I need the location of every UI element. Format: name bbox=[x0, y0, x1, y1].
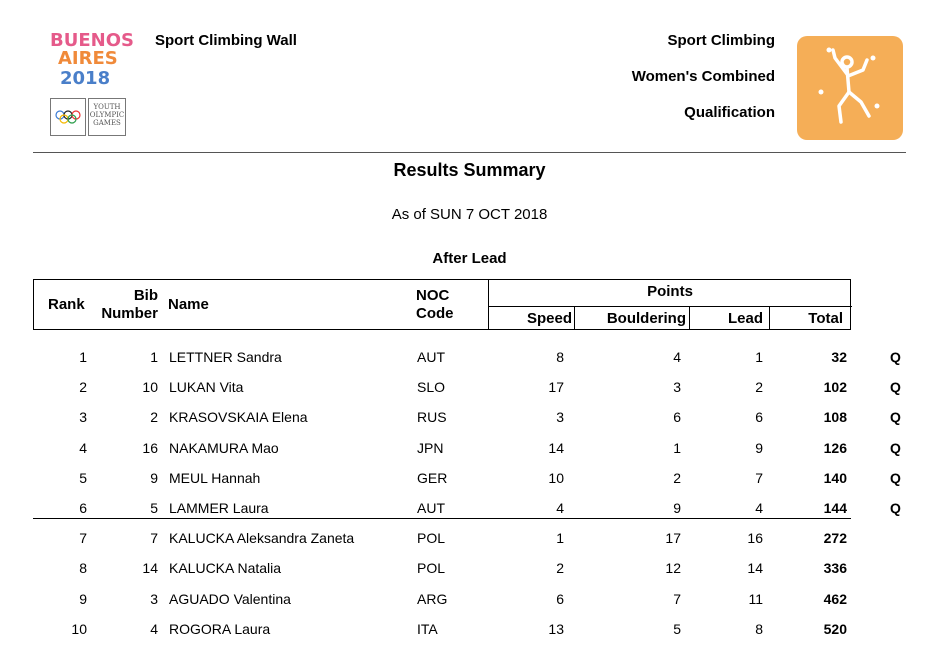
as-of-date: As of SUN 7 OCT 2018 bbox=[391, 206, 548, 223]
speed-cell: 10 bbox=[548, 469, 564, 486]
athlete-name-cell: KALUCKA Aleksandra Zaneta bbox=[169, 530, 355, 547]
rank-cell: 8 bbox=[79, 560, 87, 577]
total-cell: 272 bbox=[823, 530, 847, 547]
col-bib-line2: Number bbox=[101, 305, 158, 322]
bouldering-cell: 9 bbox=[673, 500, 681, 516]
bib-cell: 1 bbox=[150, 349, 158, 365]
qualified-marker: Q bbox=[890, 469, 901, 486]
table-row bbox=[33, 620, 913, 650]
bib-cell: 5 bbox=[150, 500, 158, 516]
total-cell: 32 bbox=[831, 349, 847, 365]
points-divider bbox=[488, 306, 852, 307]
speed-cell: 17 bbox=[548, 379, 564, 396]
noc-cell: ITA bbox=[417, 620, 438, 637]
qualified-marker: Q bbox=[890, 439, 901, 456]
total-cell: 102 bbox=[823, 379, 847, 396]
bib-cell: 7 bbox=[150, 530, 158, 547]
sport-label: Sport Climbing bbox=[667, 32, 775, 49]
col-lead: Lead bbox=[727, 310, 763, 327]
noc-cell: AUT bbox=[417, 500, 445, 516]
athlete-name-cell: KRASOVSKAIA Elena bbox=[169, 409, 308, 426]
bouldering-cell: 2 bbox=[673, 469, 681, 486]
col-bouldering: Bouldering bbox=[606, 310, 686, 327]
total-cell: 140 bbox=[823, 469, 847, 486]
bouldering-cell: 17 bbox=[665, 530, 681, 547]
lead-cell: 14 bbox=[747, 560, 763, 577]
rank-cell: 3 bbox=[79, 409, 87, 426]
bib-cell: 4 bbox=[150, 620, 158, 637]
qualified-marker: Q bbox=[890, 409, 901, 426]
athlete-name-cell: LUKAN Vita bbox=[169, 379, 244, 396]
olympic-rings-icon bbox=[50, 98, 86, 136]
speed-cell: 4 bbox=[556, 500, 564, 516]
noc-cell: SLO bbox=[417, 379, 446, 396]
lead-cell: 1 bbox=[755, 349, 763, 365]
table-row bbox=[33, 439, 913, 469]
header-divider bbox=[33, 152, 906, 153]
logo-line-1: BUENOS bbox=[50, 30, 134, 51]
lead-cell: 16 bbox=[747, 530, 763, 547]
bouldering-cell: 1 bbox=[673, 439, 681, 456]
buenos-aires-2018-logo bbox=[48, 30, 132, 142]
speed-cell: 6 bbox=[556, 590, 564, 607]
phase-label: Qualification bbox=[684, 104, 775, 121]
qualified-marker: Q bbox=[890, 349, 901, 365]
lead-cell: 11 bbox=[748, 590, 763, 607]
stage-heading: After Lead bbox=[432, 250, 507, 267]
bouldering-cell: 5 bbox=[673, 620, 681, 637]
rank-cell: 4 bbox=[79, 439, 87, 456]
event-label: Women's Combined bbox=[631, 68, 775, 85]
lead-cell: 2 bbox=[755, 379, 763, 396]
bouldering-cell: 6 bbox=[673, 409, 681, 426]
rank-cell: 6 bbox=[79, 500, 87, 516]
speed-cell: 8 bbox=[556, 349, 564, 365]
lead-cell: 6 bbox=[755, 409, 763, 426]
athlete-name-cell: LETTNER Sandra bbox=[169, 349, 282, 365]
rank-cell: 7 bbox=[79, 530, 87, 547]
bouldering-cell: 7 bbox=[673, 590, 681, 607]
table-row bbox=[33, 469, 913, 499]
rank-cell: 9 bbox=[79, 590, 87, 607]
noc-cell: ARG bbox=[417, 590, 448, 607]
qualified-marker: Q bbox=[890, 500, 901, 516]
rank-cell: 2 bbox=[79, 379, 87, 396]
col-noc-line2: Code bbox=[416, 305, 454, 322]
noc-cell: POL bbox=[417, 560, 446, 577]
bib-cell: 10 bbox=[142, 379, 158, 396]
page-title: Results Summary bbox=[393, 160, 546, 180]
qualification-cutoff-line bbox=[33, 518, 851, 519]
col-bib-line1: Bib bbox=[133, 287, 158, 304]
bib-cell: 2 bbox=[150, 409, 158, 426]
col-points: Points bbox=[647, 283, 693, 300]
table-row bbox=[33, 378, 913, 408]
lead-cell: 9 bbox=[755, 439, 763, 456]
total-cell: 336 bbox=[823, 560, 847, 577]
athlete-name-cell: KALUCKA Natalia bbox=[169, 560, 282, 577]
speed-cell: 1 bbox=[556, 530, 564, 547]
total-cell: 462 bbox=[823, 590, 847, 607]
rank-cell: 10 bbox=[71, 620, 87, 637]
col-name: Name bbox=[168, 296, 209, 313]
athlete-name-cell: AGUADO Valentina bbox=[169, 590, 291, 607]
table-header bbox=[33, 279, 851, 330]
lead-cell: 7 bbox=[755, 469, 763, 486]
athlete-name-cell: ROGORA Laura bbox=[169, 620, 271, 637]
total-cell: 144 bbox=[823, 500, 847, 516]
speed-cell: 2 bbox=[556, 560, 564, 577]
venue-label: Sport Climbing Wall bbox=[155, 32, 297, 49]
bouldering-cell: 12 bbox=[665, 560, 681, 577]
table-row bbox=[33, 590, 913, 620]
noc-cell: RUS bbox=[417, 409, 447, 426]
table-row bbox=[33, 499, 913, 529]
bouldering-cell: 3 bbox=[673, 379, 681, 396]
bib-cell: 16 bbox=[142, 439, 158, 456]
noc-cell: AUT bbox=[417, 349, 445, 365]
yog-label: YOUTH OLYMPIC GAMES bbox=[89, 103, 125, 127]
athlete-name-cell: NAKAMURA Mao bbox=[169, 439, 279, 456]
bib-cell: 3 bbox=[150, 590, 158, 607]
noc-cell: GER bbox=[417, 469, 448, 486]
bib-cell: 14 bbox=[142, 560, 158, 577]
table-row bbox=[33, 559, 913, 589]
logo-line-3: 2018 bbox=[60, 68, 111, 89]
lead-cell: 8 bbox=[755, 620, 763, 637]
noc-cell: JPN bbox=[417, 439, 444, 456]
athlete-name-cell: LAMMER Laura bbox=[169, 500, 269, 516]
yog-label-box bbox=[88, 98, 126, 136]
lead-cell: 4 bbox=[755, 500, 763, 516]
qualified-marker: Q bbox=[890, 379, 901, 396]
total-cell: 126 bbox=[823, 439, 847, 456]
speed-cell: 14 bbox=[548, 439, 564, 456]
col-total: Total bbox=[808, 310, 843, 327]
col-speed: Speed bbox=[526, 310, 572, 327]
speed-cell: 3 bbox=[556, 409, 564, 426]
table-row bbox=[33, 408, 913, 438]
table-row bbox=[33, 348, 913, 378]
noc-cell: POL bbox=[417, 530, 446, 547]
total-cell: 108 bbox=[823, 409, 847, 426]
rank-cell: 1 bbox=[79, 349, 87, 365]
col-noc-line1: NOC bbox=[416, 287, 450, 304]
col-rank: Rank bbox=[48, 296, 85, 313]
sport-climbing-pictogram-icon bbox=[797, 36, 903, 140]
athlete-name-cell: MEUL Hannah bbox=[169, 469, 261, 486]
speed-cell: 13 bbox=[548, 620, 564, 637]
logo-line-2: AIRES bbox=[58, 48, 118, 69]
bouldering-cell: 4 bbox=[673, 349, 681, 365]
table-row bbox=[33, 529, 913, 559]
total-cell: 520 bbox=[823, 620, 847, 637]
rank-cell: 5 bbox=[79, 469, 87, 486]
bib-cell: 9 bbox=[150, 469, 158, 486]
